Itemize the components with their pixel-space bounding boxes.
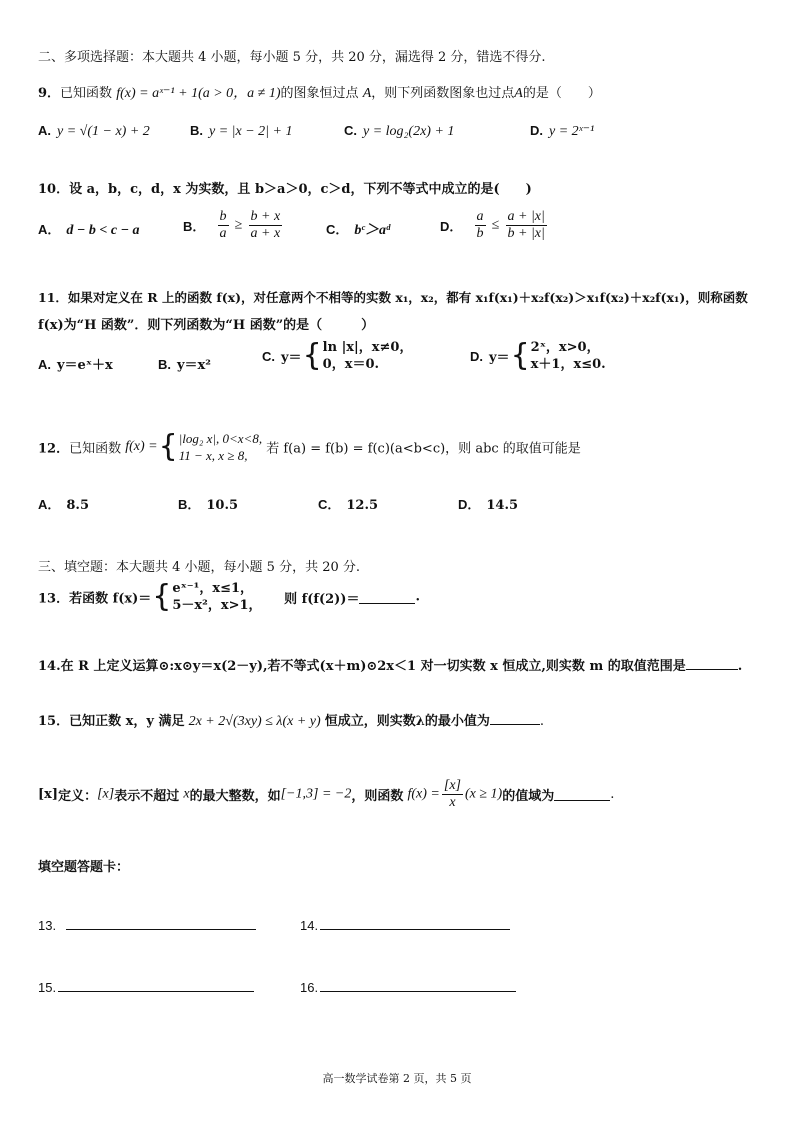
answer-blank[interactable] bbox=[686, 657, 738, 670]
answer-line[interactable] bbox=[58, 979, 254, 992]
question-10-stem: 10．设 a，b，c，d，x 为实数，且 b＞a＞0，c＞d，下列不等式中成立的是( ) bbox=[38, 182, 532, 197]
question-11-number: 11． bbox=[38, 290, 68, 305]
answer-blank[interactable] bbox=[554, 788, 610, 801]
question-12-option-c[interactable]: C． 12.5 bbox=[318, 497, 379, 513]
question-9-function: f(x) = aˣ⁻¹ + 1(a > 0，a ≠ 1) bbox=[116, 86, 281, 101]
question-11-stem-line-1: 11．如果对定义在 R 上的函数 f(x)，对任意两个不相等的实数 x₁，x₂，都有 x₁f(x₁)＋x₂f(x₂)＞x₁f(x₂)＋x₂f(x₁)，则称函数 bbox=[38, 290, 748, 305]
question-9-stem: 9．已知函数 f(x) = aˣ⁻¹ + 1(a > 0，a ≠ 1)的图象恒过点 A，则下列函数图象也过点A的是（ ） bbox=[38, 86, 601, 101]
question-12-option-d[interactable]: D． 14.5 bbox=[458, 497, 519, 513]
question-14-stem: 14.在 R 上定义运算⊙:x⊙y＝x(2－y),若不等式(x＋m)⊙2x＜1 对一切实数 x 恒成立,则实数 m 的取值范围是 . bbox=[38, 659, 743, 674]
answer-line[interactable] bbox=[320, 979, 516, 992]
left-brace: { bbox=[302, 338, 322, 373]
question-12-stem: 12．已知函数 f(x) ={ |log₂ x|, 0<x<8, 11 − x, x ≥ 8, 若 f(a) = f(b) = f(c)(a<b<c)，则 abc 的取值可能是 bbox=[38, 429, 581, 464]
question-12-option-b[interactable]: B． 10.5 bbox=[178, 497, 239, 513]
question-10-option-b[interactable]: B． $\frac{b}{a}$ ≥ $\frac{b + x}{a + x}$ bbox=[183, 209, 281, 241]
piecewise-cases: |log₂ x|, 0<x<8, 11 − x, x ≥ 8, bbox=[178, 431, 263, 463]
fraction: $\frac{[x]}{x}$ bbox=[443, 778, 461, 810]
question-10-number: 10． bbox=[38, 182, 70, 197]
piecewise-cases: ln |x|，x≠0， 0，x＝0. bbox=[322, 340, 413, 372]
question-13-stem: 13．若函数 f(x)＝{ eˣ⁻¹，x≤1， 5－x²，x>1， 则 f(f(2))＝ . bbox=[38, 579, 420, 614]
answer-line[interactable] bbox=[66, 917, 256, 930]
question-12-number: 12． bbox=[38, 441, 70, 457]
question-9-number: 9． bbox=[38, 86, 61, 101]
question-16-number: [x] bbox=[38, 787, 59, 802]
question-11-option-c[interactable]: C. y＝{ ln |x|，x≠0， 0，x＝0. bbox=[262, 338, 413, 373]
question-11-stem-line-2: f(x)为“H 函数”．则下列函数为“H 函数”的是（ ） bbox=[38, 318, 375, 333]
section-3-heading: 三、填空题：本大题共 4 小题，每小题 5 分，共 20 分. bbox=[38, 560, 361, 575]
page-footer: 高一数学试卷第 2 页，共 5 页 bbox=[322, 1072, 472, 1085]
fraction: $\frac{a}{b}$ bbox=[476, 209, 484, 241]
fraction: $\frac{b + x}{a + x}$ bbox=[250, 209, 281, 241]
question-9-option-d[interactable]: D. y = 2ˣ⁻¹ bbox=[530, 123, 595, 139]
question-15-inequality: 2x + 2√(3xy) ≤ λ(x + y) bbox=[188, 714, 321, 729]
section-2-heading: 二、多项选择题：本大题共 4 小题，每小题 5 分，共 20 分，漏选得 2 分，错选不得分. bbox=[38, 50, 546, 65]
question-15-stem: 15．已知正数 x，y 满足 2x + 2√(3xy) ≤ λ(x + y) 恒成立，则实数λ的最小值为 . bbox=[38, 714, 545, 729]
question-11-option-b[interactable]: B. y＝x² bbox=[158, 357, 211, 373]
left-brace: { bbox=[510, 338, 530, 373]
answer-blank[interactable] bbox=[359, 591, 415, 604]
fraction: $\frac{a + |x|}{b + |x|}$ bbox=[507, 209, 545, 241]
question-13-number: 13． bbox=[38, 591, 70, 607]
question-16-stem: [x]定义：[x]表示不超过 x的最大整数，如[−1,3] = −2，则函数 f(x) = $\frac{[x]}{x}$ (x ≥ 1)的值域为 . bbox=[38, 778, 615, 810]
answer-slot-13[interactable]: 13. bbox=[38, 917, 256, 933]
question-12-option-a[interactable]: A． 8.5 bbox=[38, 497, 90, 513]
answer-slot-15[interactable]: 15. bbox=[38, 979, 254, 995]
answer-card-title: 填空题答题卡： bbox=[38, 860, 130, 875]
left-brace: { bbox=[152, 579, 172, 614]
question-9-option-a[interactable]: A. y = √(1 − x) + 2 bbox=[38, 123, 150, 139]
fraction: $\frac{b}{a}$ bbox=[219, 209, 227, 241]
question-10-option-c[interactable]: C． bᶜ＞aᵈ bbox=[326, 222, 391, 238]
answer-slot-16[interactable]: 16. bbox=[300, 979, 516, 995]
piecewise-cases: eˣ⁻¹，x≤1， 5－x²，x>1， bbox=[172, 581, 262, 613]
left-brace: { bbox=[158, 429, 178, 464]
question-11-option-a[interactable]: A. y＝eˣ＋x bbox=[38, 357, 113, 373]
answer-slot-14[interactable]: 14. bbox=[300, 917, 510, 933]
question-9-option-c[interactable]: C. y = log₂(2x) + 1 bbox=[344, 123, 455, 139]
answer-line[interactable] bbox=[320, 917, 510, 930]
question-15-number: 15． bbox=[38, 714, 70, 729]
question-10-option-a[interactable]: A． d − b < c − a bbox=[38, 222, 140, 238]
question-10-option-d[interactable]: D． $\frac{a}{b}$ ≤ $\frac{a + |x|}{b + |x|}$ bbox=[440, 209, 545, 241]
answer-blank[interactable] bbox=[490, 712, 540, 725]
question-11-option-d[interactable]: D. y＝{ 2ˣ，x>0， x＋1，x≤0. bbox=[470, 338, 606, 373]
question-9-option-b[interactable]: B. y = |x − 2| + 1 bbox=[190, 123, 293, 139]
piecewise-cases: 2ˣ，x>0， x＋1，x≤0. bbox=[530, 340, 606, 372]
